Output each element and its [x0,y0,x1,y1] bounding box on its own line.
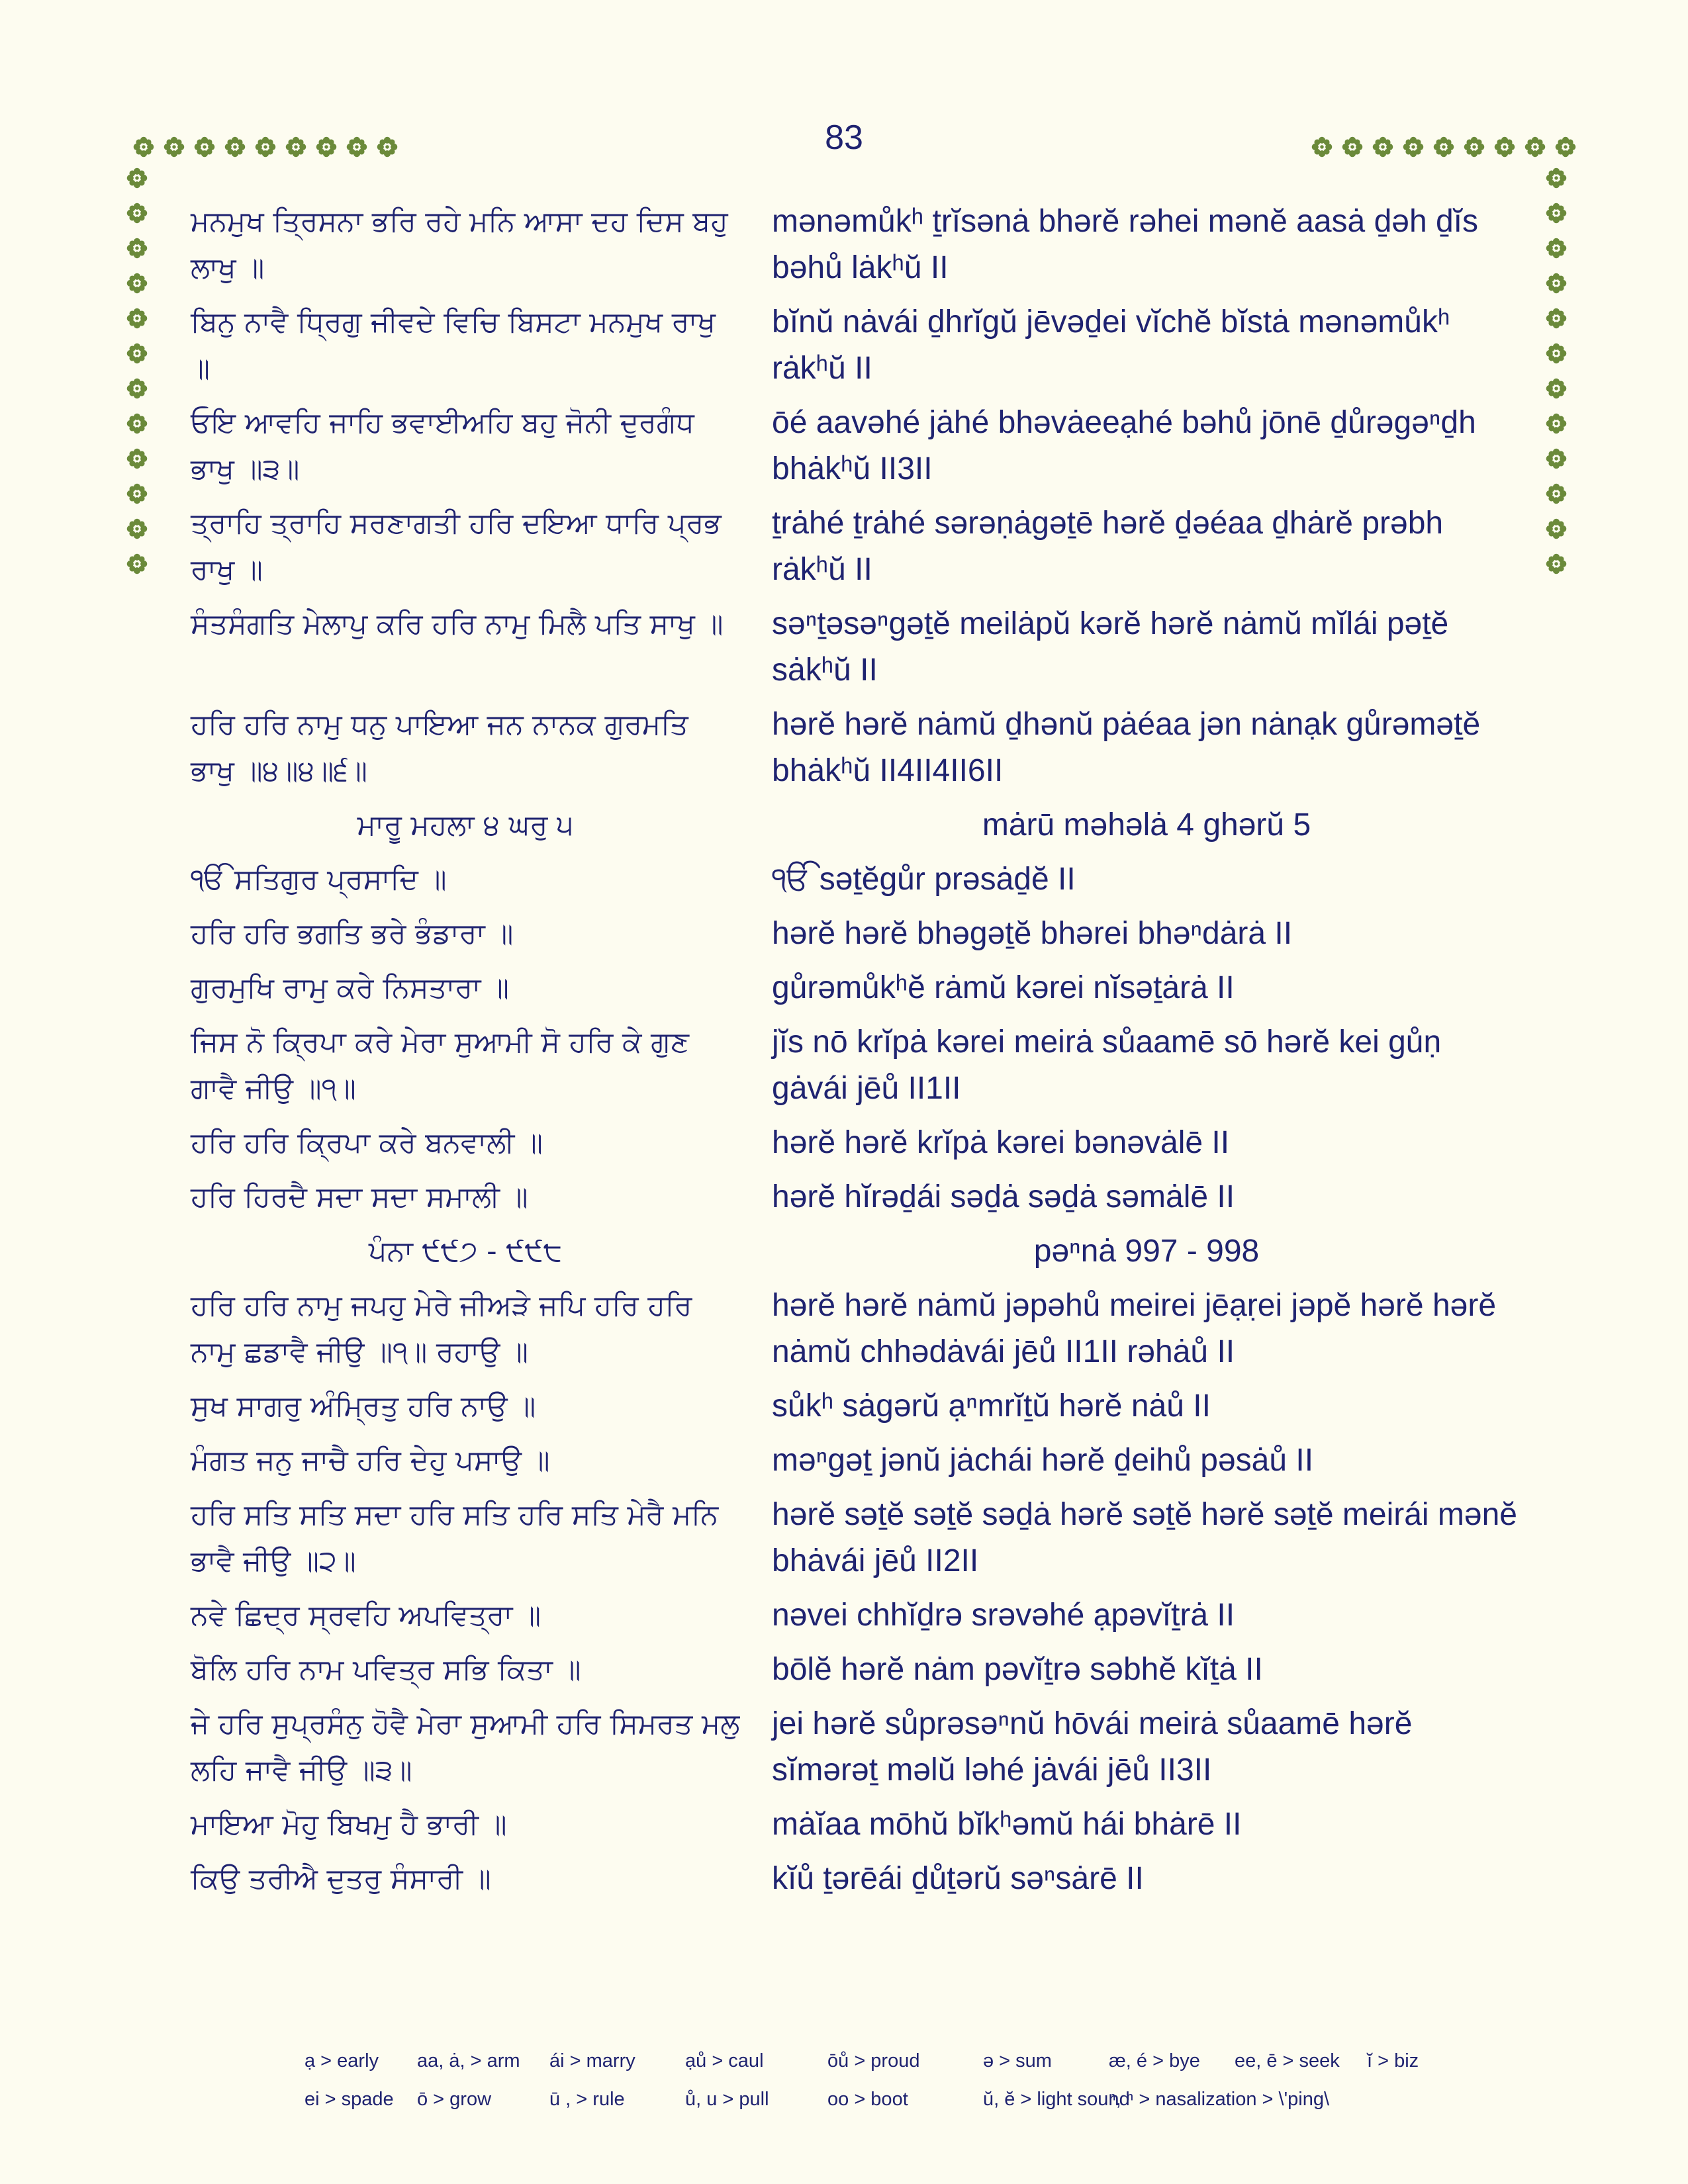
gurmukhi-text: ਮਨਮੁਖ ਤ੍ਰਿਸਨਾ ਭਰਿ ਰਹੇ ਮਨਿ ਆਸਾ ਦਹ ਦਿਸ ਬਹੁ ਲਾਖੁ ॥ [191,205,728,285]
legend-item: aa, ȧ, > arm [417,2050,520,2071]
flower-icon [1311,136,1333,158]
gurmukhi-text: ਗੁਰਮੁਖਿ ਰਾਮੁ ਕਰੇ ਨਿਸਤਾਰਾ ॥ [191,972,510,1005]
flower-icon [126,553,148,575]
legend-item: ōů > proud [827,2050,920,2071]
flower-icon [1545,553,1568,575]
gurmukhi-text: ਬੋਲਿ ਹਰਿ ਨਾਮ ਪਵਿਤ੍ਰ ਸਭਿ ਕਿਤਾ ॥ [191,1653,581,1686]
legend-item: ⁿ, ⁿ > nasalization > \'ping\ [1109,2088,1330,2110]
legend-item: ů, u > pull [685,2088,769,2110]
flower-icon [132,136,155,158]
flower-icon [126,482,148,505]
flower-icon [1545,412,1568,435]
verse-row [191,1437,1521,1484]
gurmukhi-text: ਸੁਖ ਸਾਗਰੁ ਅੰਮ੍ਰਿਤੁ ਹਰਿ ਨਾਉ ॥ [191,1390,536,1423]
legend-item: ə > sum [983,2050,1052,2071]
flower-icon [126,518,148,540]
flower-icon [163,136,185,158]
ornament-right-column [1545,167,1575,575]
transliteration-text: gůrəmůkʰĕ rȧmŭ kərei nĭsəṯȧrȧ II [772,970,1235,1005]
verse-row [191,1383,1521,1430]
transliteration-text: pəⁿnȧ 997 - 998 [1033,1234,1260,1269]
flower-icon [1402,136,1425,158]
legend-item: ạ > early [305,2050,379,2071]
transliteration-text: məⁿgəṯ jənŭ jȧchái hərĕ ḏeihů pəsȧů II [772,1443,1314,1478]
legend-row [305,2080,1536,2118]
transliteration-text: bĭnŭ nȧvái ḏhrĭgŭ jēvəḏei vĭchĕ bĭstȧ mənəmůkʰ rȧkʰŭ II [772,304,1450,386]
flower-icon [1545,447,1568,470]
verse-row [191,500,1521,593]
verse-row [191,1801,1521,1848]
verse-row [191,1492,1521,1584]
legend-row [305,2042,1536,2080]
transliteration-text: hərĕ hĭrəḏái səḏȧ səḏȧ səmȧlē II [772,1179,1235,1214]
verse-row [191,1120,1521,1166]
transliteration-text: hərĕ hərĕ bhəgəṯĕ bhərei bhəⁿdȧrȧ II [772,916,1293,951]
flower-icon [126,237,148,259]
flower-icon [126,447,148,470]
transliteration-text: sůkʰ sȧgərŭ ạⁿmrĭṯŭ hərĕ nȧů II [772,1388,1211,1424]
flower-icon [126,412,148,435]
verse-table [191,199,1521,1910]
flower-icon [315,136,338,158]
flower-icon [254,136,277,158]
flower-icon [1545,307,1568,330]
gurmukhi-text: ਬਿਨੁ ਨਾਵੈ ਧ੍ਰਿਗੁ ਜੀਵਦੇ ਵਿਚਿ ਬਿਸਟਾ ਮਨਮੁਖ ਰਾਖੁ ॥ [191,306,716,385]
verse-row [191,1647,1521,1693]
verse-row [191,1592,1521,1639]
transliteration-text: hərĕ hərĕ krĭpȧ kərei bənəvȧlē II [772,1125,1230,1160]
flower-icon [1554,136,1577,158]
flower-icon [1545,237,1568,259]
section-heading [191,802,1521,848]
flower-icon [126,202,148,224]
verse-row [191,601,1521,694]
flower-icon [1341,136,1364,158]
verse-row [191,1174,1521,1220]
section-heading [191,1228,1521,1275]
gurmukhi-text: ਕਿਉ ਤਰੀਐ ਦੁਤਰੁ ਸੰਸਾਰੀ ॥ [191,1862,491,1895]
gurmukhi-text: ੴ ਸਤਿਗੁਰ ਪ੍ਰਸਾਦਿ ॥ [191,863,447,896]
ornament-left-column [126,167,156,575]
legend-item: ō > grow [417,2088,492,2110]
flower-icon [126,272,148,295]
legend-item: ei > spade [305,2088,394,2110]
gurmukhi-text: ਮਾਇਆ ਮੋਹੁ ਬਿਖਮੁ ਹੈ ਭਾਰੀ ॥ [191,1808,507,1841]
transliteration-text: ੴ səṯĕgůr prəsȧḏĕ II [772,862,1076,897]
gurmukhi-text: ਪੰਨਾ ੯੯੭ - ੯੯੮ [368,1235,563,1268]
flower-icon [126,342,148,365]
verse-row [191,911,1521,957]
flower-icon [1432,136,1455,158]
transliteration-text: hərĕ səṯĕ səṯĕ səḏȧ hərĕ səṯĕ hərĕ səṯĕ meirái mənĕ bhȧvái jēů II2II [772,1497,1517,1578]
legend-item: æ, é > bye [1109,2050,1200,2071]
gurmukhi-text: ਜਿਸ ਨੋ ਕ੍ਰਿਪਾ ਕਰੇ ਮੇਰਾ ਸੁਆਮੀ ਸੋ ਹਰਿ ਕੇ ਗੁਣ ਗਾਵੈ ਜੀਉ ॥੧॥ [191,1026,690,1105]
legend-item: oo > boot [827,2088,908,2110]
flower-icon [126,377,148,400]
transliteration-text: hərĕ hərĕ nȧmŭ ḏhənŭ pȧéaa jən nȧnạk gůrəməṯĕ bhȧkʰŭ II4II4II6II [772,707,1481,788]
verse-row [191,400,1521,492]
legend-item: ŭ, ĕ > light sound [983,2088,1130,2110]
flower-icon [1545,342,1568,365]
gurmukhi-text: ਹਰਿ ਹਿਰਦੈ ਸਦਾ ਸਦਾ ਸਮਾਲੀ ॥ [191,1181,528,1214]
transliteration-text: bōlĕ hərĕ nȧm pəvĭṯrə səbhĕ kĭṯȧ II [772,1652,1263,1687]
gurmukhi-text: ਹਰਿ ਹਰਿ ਨਾਮੁ ਜਪਹੁ ਮੇਰੇ ਜੀਅੜੇ ਜਪਿ ਹਰਿ ਹਰਿ ਨਾਮੁ ਛਡਾਵੈ ਜੀਉ ॥੧॥ ਰਹਾਉ ॥ [191,1289,692,1369]
gurmukhi-text: ਸੰਤਸੰਗਤਿ ਮੇਲਾਪੁ ਕਰਿ ਹਰਿ ਨਾਮੁ ਮਿਲੈ ਪਤਿ ਸਾਖੁ ॥ [191,608,724,641]
flower-icon [1493,136,1516,158]
flower-icon [126,307,148,330]
gurmukhi-text: ਓਇ ਆਵਹਿ ਜਾਹਿ ਭਵਾਈਅਹਿ ਬਹੁ ਜੋਨੀ ਦੁਰਗੰਧ ਭਾਖੁ ॥੩॥ [191,406,694,486]
gurmukhi-text: ਹਰਿ ਹਰਿ ਭਗਤਿ ਭਰੇ ਭੰਡਾਰਾ ॥ [191,917,514,950]
verse-row [191,856,1521,903]
verse-row [191,965,1521,1011]
ornament-top-left [132,136,399,166]
flower-icon [1463,136,1485,158]
legend-item: ee, ē > seek [1235,2050,1340,2071]
verse-row [191,702,1521,794]
flower-icon [1545,482,1568,505]
transliteration-text: mȧĭaa mōhŭ bĭkʰəmŭ hái bhȧrē II [772,1807,1242,1842]
legend-item: ạů > caul [685,2050,764,2071]
gurmukhi-text: ਤ੍ਰਾਹਿ ਤ੍ਰਾਹਿ ਸਰਣਾਗਤੀ ਹਰਿ ਦਇਆ ਧਾਰਿ ਪ੍ਰਭ ਰਾਖੁ ॥ [191,507,722,586]
verse-row [191,199,1521,291]
flower-icon [1524,136,1546,158]
legend-item: ái > marry [549,2050,635,2071]
verse-row [191,1701,1521,1794]
transliteration-text: mȧrū məhəlȧ 4 ghərŭ 5 [982,807,1311,842]
verse-row [191,299,1521,392]
verse-row [191,1856,1521,1902]
transliteration-text: jei hərĕ sůprəsəⁿnŭ hōvái meirȧ sůaamē hərĕ sĭmərəṯ məlŭ ləhé jȧvái jēů II3II [772,1706,1413,1788]
transliteration-text: nəvei chhĭḏrə srəvəhé ạpəvĭṯrȧ II [772,1598,1235,1633]
page-number: 83 [825,118,863,157]
legend-item: ĭ > biz [1367,2050,1419,2071]
flower-icon [1545,202,1568,224]
transliteration-text: səⁿṯəsəⁿgəṯĕ meilȧpŭ kərĕ hərĕ nȧmŭ mĭlái pəṯĕ sȧkʰŭ II [772,606,1449,688]
flower-icon [376,136,399,158]
gurmukhi-text: ਮਾਰੂ ਮਹਲਾ ੪ ਘਰੁ ੫ [357,809,574,842]
flower-icon [1545,518,1568,540]
flower-icon [193,136,216,158]
flower-icon [126,167,148,189]
transliteration-text: kĭů ṯərēái ḏůṯərŭ səⁿsȧrē II [772,1861,1144,1896]
flower-icon [224,136,246,158]
gurmukhi-text: ਜੇ ਹਰਿ ਸੁਪ੍ਰਸੰਨੁ ਹੋਵੈ ਮੇਰਾ ਸੁਆਮੀ ਹਰਿ ਸਿਮਰਤ ਮਲੁ ਲਹਿ ਜਾਵੈ ਜੀਉ ॥੩॥ [191,1707,740,1787]
flower-icon [1545,272,1568,295]
transliteration-text: jĭs nō krĭpȧ kərei meirȧ sůaamē sō hərĕ kei gůṇ gȧvái jēů II1II [772,1024,1442,1106]
flower-icon [285,136,307,158]
gurmukhi-text: ਹਰਿ ਸਤਿ ਸਤਿ ਸਦਾ ਹਰਿ ਸਤਿ ਹਰਿ ਸਤਿ ਮੇਰੈ ਮਨਿ ਭਾਵੈ ਜੀਉ ॥੨॥ [191,1498,719,1578]
transliteration-text: hərĕ hərĕ nȧmŭ jəpəhů meirei jēạṛei jəpĕ hərĕ hərĕ nȧmŭ chhədȧvái jēů II1II rəhȧů II [772,1288,1497,1369]
gurmukhi-text: ਨਵੇ ਛਿਦ੍ਰ ਸ੍ਰਵਹਿ ਅਪਵਿਤ੍ਰਾ ॥ [191,1599,541,1632]
flower-icon [1545,167,1568,189]
ornament-top-right [1311,136,1577,166]
transliteration-text: mənəmůkʰ ṯrĭsənȧ bhərĕ rəhei mənĕ aasȧ ḏəh ḏĭs bəhů lȧkʰŭ II [772,204,1479,285]
flower-icon [1372,136,1394,158]
verse-row [191,1283,1521,1375]
verse-row [191,1019,1521,1112]
gurmukhi-text: ਹਰਿ ਹਰਿ ਨਾਮੁ ਧਨੁ ਪਾਇਆ ਜਨ ਨਾਨਕ ਗੁਰਮਤਿ ਭਾਖੁ ॥੪॥੪॥੬॥ [191,708,688,788]
flower-icon [346,136,368,158]
pronunciation-legend [305,2042,1536,2118]
gurmukhi-text: ਹਰਿ ਹਰਿ ਕ੍ਰਿਪਾ ਕਰੇ ਬਨਵਾਲੀ ॥ [191,1126,543,1160]
gurmukhi-text: ਮੰਗਤ ਜਨੁ ਜਾਚੈ ਹਰਿ ਦੇਹੁ ਪਸਾਉ ॥ [191,1444,550,1477]
legend-item: ū , > rule [549,2088,625,2110]
transliteration-text: ṯrȧhé ṯrȧhé sərəṇȧgəṯē hərĕ ḏəéaa ḏhȧrĕ prəbh rȧkʰŭ II [772,506,1444,587]
transliteration-text: ōé aavəhé jȧhé bhəvȧeeạhé bəhů jōnē ḏůrəgəⁿḏh bhȧkʰŭ II3II [772,405,1476,486]
flower-icon [1545,377,1568,400]
